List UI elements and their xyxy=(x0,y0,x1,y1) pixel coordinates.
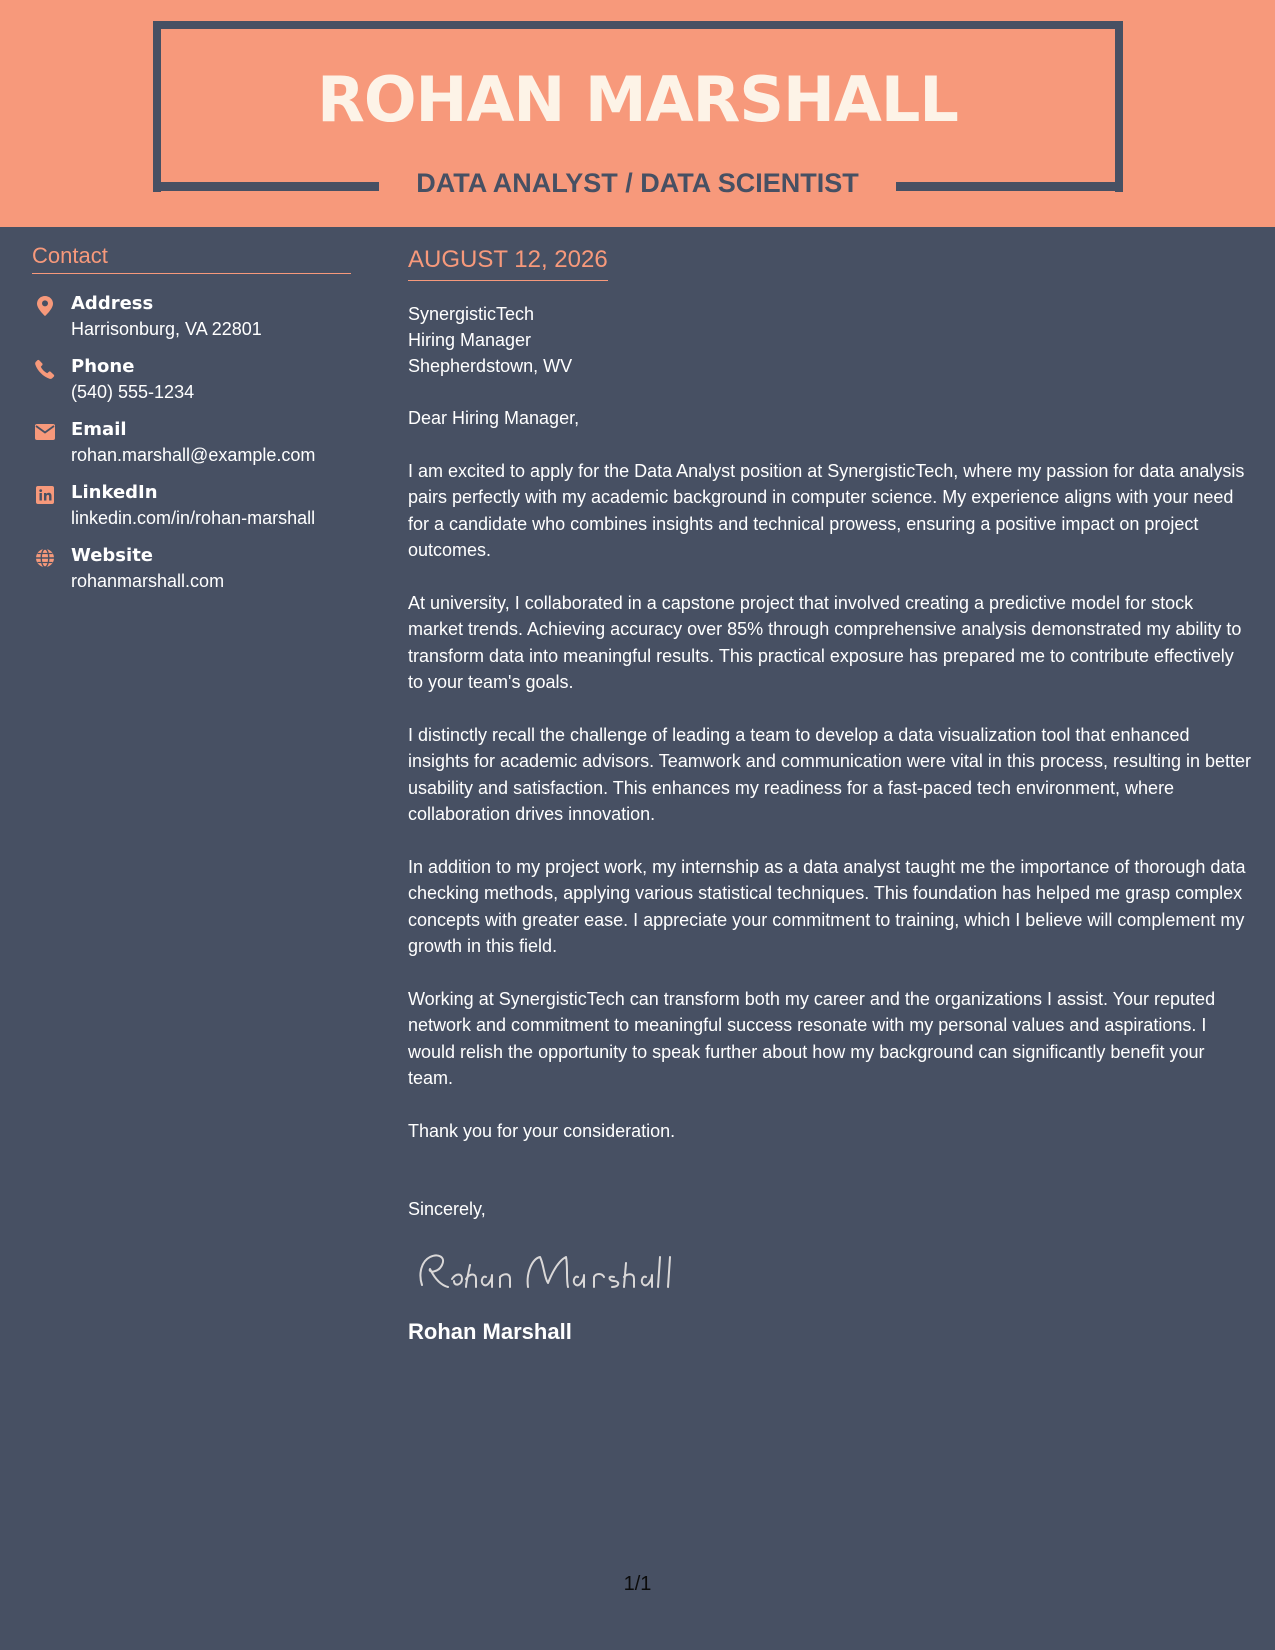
map-pin-icon xyxy=(32,295,58,317)
contact-value: Harrisonburg, VA 22801 xyxy=(71,319,262,339)
letter-date: AUGUST 12, 2026 xyxy=(408,244,608,281)
letter-body xyxy=(408,244,1253,1347)
linkedin-icon xyxy=(32,484,58,506)
contact-label: Address xyxy=(71,293,154,314)
recipient-company: SynergisticTech xyxy=(408,304,535,324)
envelope-icon xyxy=(32,421,58,443)
letter-paragraph: I am excited to apply for the Data Analyst position at SynergisticTech, where my passion for data analysis pairs perfectly with my academic background in computer science. My experience aligns with your need for a candidate who combines insights and technical prowess, ensuring a positive impact on project outcomes. xyxy=(408,460,1245,560)
contact-item-address xyxy=(32,288,351,351)
applicant-name: ROHAN MARSHALL xyxy=(317,63,958,136)
contact-label: Phone xyxy=(71,356,135,377)
recipient-title: Hiring Manager xyxy=(408,330,532,350)
contact-item-website xyxy=(32,540,351,603)
contact-item-phone xyxy=(32,351,351,414)
letter-greeting: Dear Hiring Manager, xyxy=(408,408,580,428)
recipient-location: Shepherdstown, WV xyxy=(408,356,573,376)
contact-label: LinkedIn xyxy=(71,482,158,503)
globe-icon xyxy=(32,547,58,569)
letter-thanks: Thank you for your consideration. xyxy=(408,1120,676,1141)
contact-value[interactable]: linkedin.com/in/rohan-marshall xyxy=(71,508,316,528)
letter-paragraph: At university, I collaborated in a capstone project that involved creating a predictive model for stock market trends. Achieving accuracy over 85% through comprehensive analysis demonstrated my ability to transform data into meaningful results. This practical exposure has prepared me to contribute effectively to your team's goals. xyxy=(408,592,1242,692)
letter-paragraph: In addition to my project work, my internship as a data analyst taught me the importance of thorough data checking methods, applying various statistical techniques. This foundation has helped me grasp complex concepts with greater ease. I appreciate your commitment to training, which I believe will complement my growth in this field. xyxy=(408,856,1246,956)
contact-item-linkedin xyxy=(32,477,351,540)
letter-paragraph: I distinctly recall the challenge of leading a team to develop a data visualization tool that enhanced insights for academic advisors. Teamwork and communication were vital in this process, resulting in better usability and satisfaction. This enhances my readiness for a fast-paced tech environment, where collaboration drives innovation. xyxy=(408,724,1252,824)
letter-paragraph: Working at SynergisticTech can transform both my career and the organizations I assist. Your reputed network and commitment to meaningful success resonate with my personal values and aspirations. I would relish the opportunity to speak further about how my background can significantly benefit your team. xyxy=(408,988,1216,1088)
contact-sidebar xyxy=(32,242,351,603)
letter-closing: Sincerely, xyxy=(408,1199,486,1219)
phone-icon xyxy=(32,358,58,380)
contact-list xyxy=(32,288,351,603)
signed-name: Rohan Marshall xyxy=(408,1318,572,1344)
contact-title: Contact xyxy=(32,242,351,274)
contact-label: Email xyxy=(71,419,127,440)
applicant-role: DATA ANALYST / DATA SCIENTIST xyxy=(416,168,859,198)
contact-value: (540) 555-1234 xyxy=(71,382,195,402)
contact-label: Website xyxy=(71,545,154,566)
header-banner xyxy=(0,0,1275,227)
handwritten-signature xyxy=(408,1243,1253,1303)
contact-item-email xyxy=(32,414,351,477)
contact-value[interactable]: rohan.marshall@example.com xyxy=(71,445,316,465)
page-number: 1/1 xyxy=(623,1573,652,1595)
contact-value[interactable]: rohanmarshall.com xyxy=(71,571,225,591)
recipient-block xyxy=(408,301,1253,379)
